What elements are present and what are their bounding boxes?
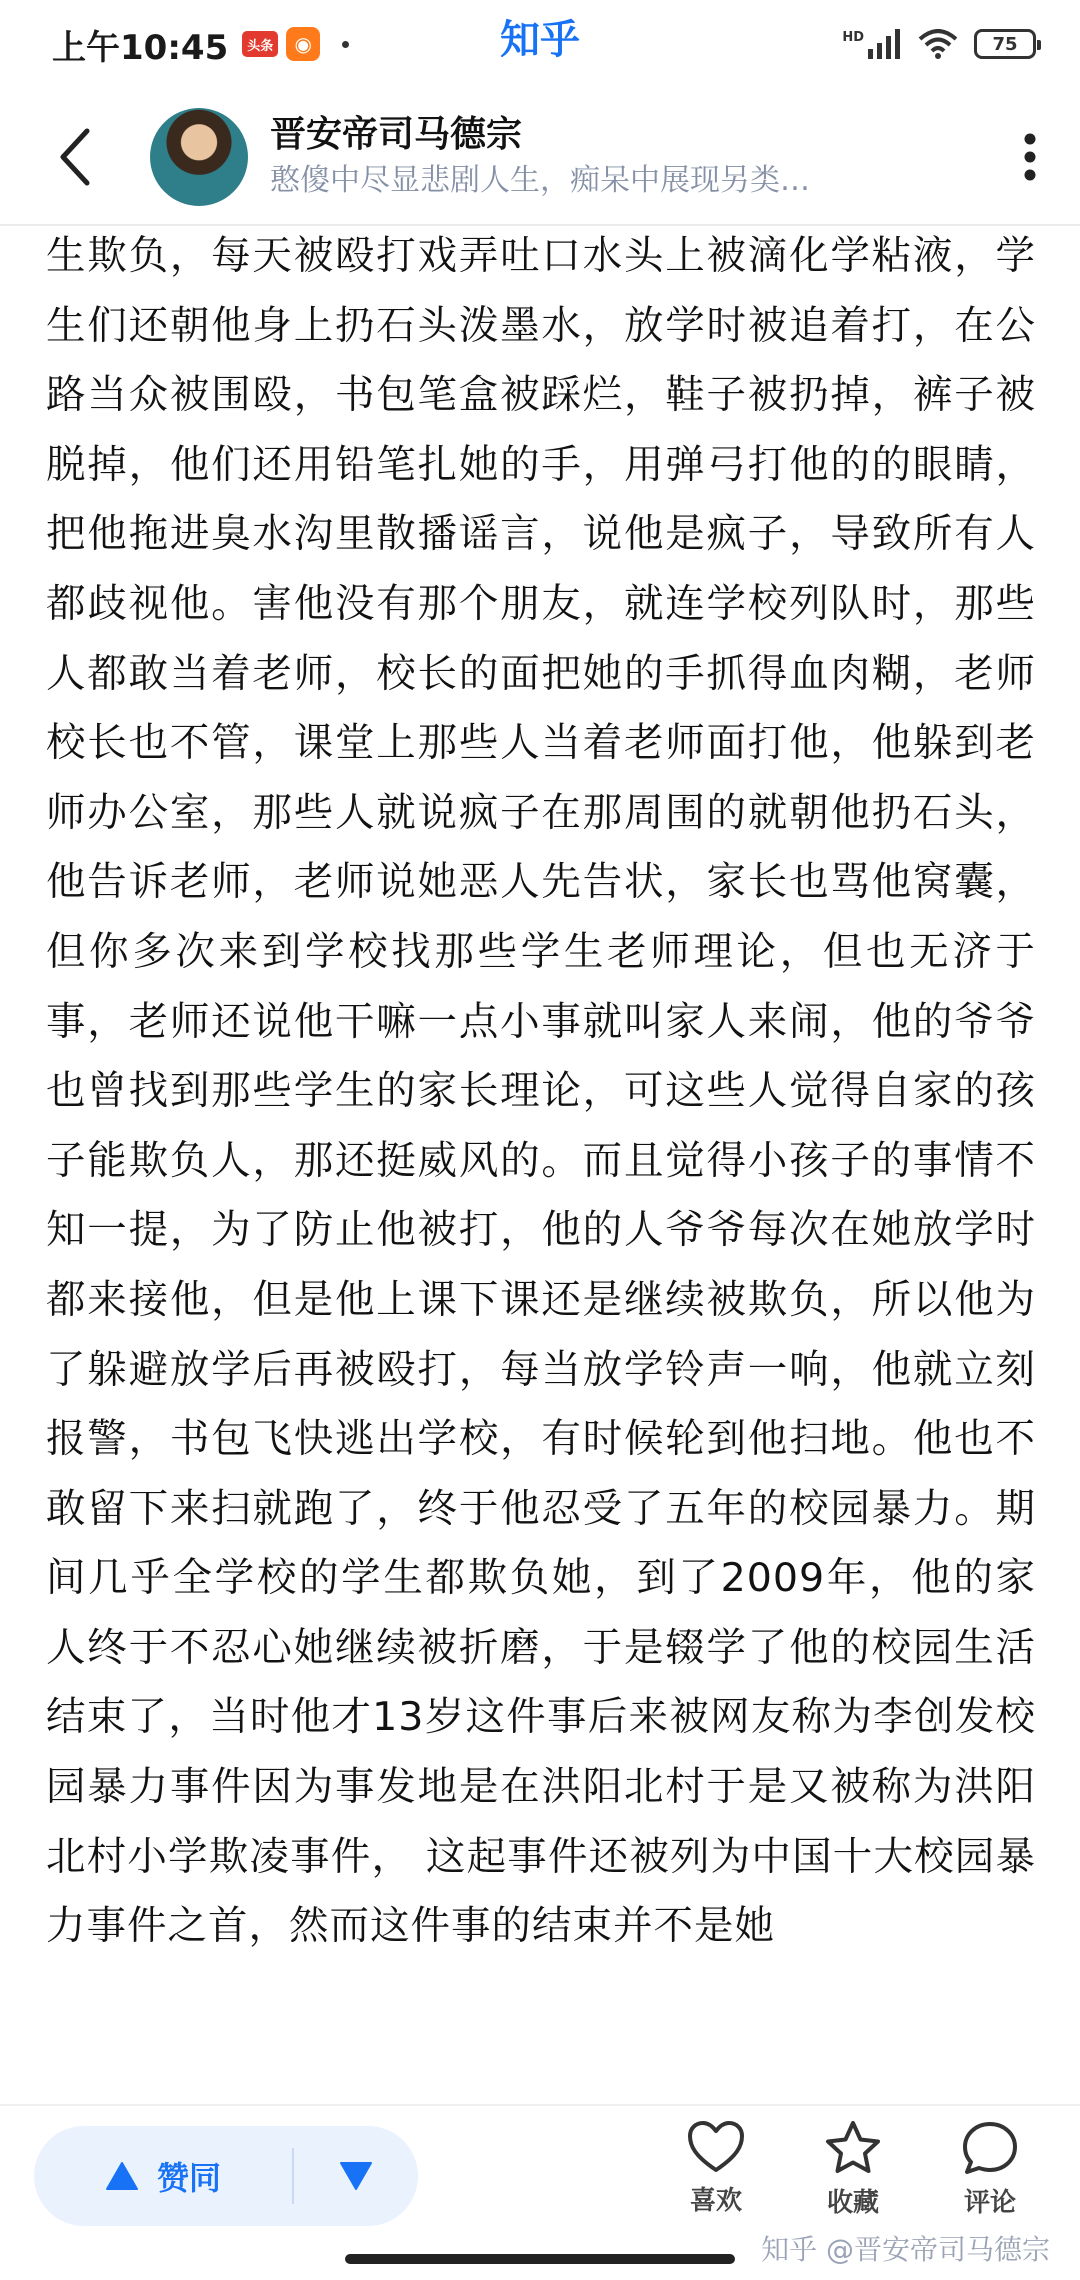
comment-label: 评论 — [963, 2188, 1016, 2218]
author-bio: 憨傻中尽显悲剧人生，痴呆中展现另类… — [270, 163, 810, 198]
author-info[interactable] — [270, 111, 970, 203]
chevron-left-icon — [55, 127, 95, 187]
comment-bubble-icon — [961, 2120, 1019, 2176]
notification-dot-icon — [342, 41, 349, 48]
star-icon — [824, 2120, 882, 2176]
signal-icon — [868, 29, 902, 59]
battery-icon: 75 — [974, 29, 1036, 59]
favorite-button[interactable] — [798, 2120, 908, 2219]
triangle-down-icon — [339, 2161, 373, 2191]
notification-app-icon: ◉ — [286, 27, 320, 61]
like-button[interactable] — [661, 2120, 771, 2217]
more-options-button[interactable] — [990, 89, 1070, 225]
comment-button[interactable] — [935, 2120, 1045, 2219]
status-indicators — [842, 29, 1036, 59]
avatar[interactable] — [150, 108, 248, 206]
zhihu-brand-logo: 知乎 — [500, 17, 580, 63]
toutiao-app-icon: 头条 — [242, 31, 278, 57]
watermark: 知乎 @晋安帝司马德宗 — [761, 2233, 1050, 2266]
wifi-icon — [918, 29, 958, 59]
home-indicator[interactable] — [345, 2254, 735, 2264]
status-bar — [0, 0, 1080, 88]
article-body — [46, 228, 1036, 2098]
hd-label: HD — [842, 29, 864, 45]
triangle-up-icon — [105, 2161, 139, 2191]
vote-group — [34, 2126, 418, 2226]
heart-icon — [687, 2120, 745, 2174]
more-vertical-icon — [1023, 132, 1037, 182]
vote-up-button[interactable] — [34, 2126, 292, 2226]
author-name[interactable]: 晋安帝司马德宗 — [270, 114, 523, 155]
back-button[interactable] — [0, 89, 150, 225]
status-time: 上午10:45 — [52, 27, 229, 68]
like-label: 喜欢 — [689, 2186, 742, 2216]
article-header — [0, 90, 1080, 226]
favorite-label: 收藏 — [826, 2188, 879, 2218]
vote-up-label: 赞同 — [156, 2159, 221, 2197]
article-paragraph: 生欺负，每天被殴打戏弄吐口水头上被滴化学粘液，学生们还朝他身上扔石头泼墨水，放学时被追着打，在公路当众被围殴，书包笔盒被踩烂，鞋子被扔掉，裤子被脱掉，他们还用铅笔扎她的手，用弹弓打他的的眼睛，把他拖进臭水沟里散播谣言，说他是疯子，导致所有人都歧视他。害他没有那个朋友，就连学校列队时，那些人都敢当着老师，校长的面把她的手抓得血肉糊，老师校长也不管，课堂上那些人当着老师面打他，他躲到老师办公室，那些人就说疯子在那周围的就朝他扔石头，他告诉老师，老师说她恶人先告状，家长也骂他窝囊，但你多次来到学校找那些学生老师理论，但也无济于事，老师还说他干嘛一点小事就叫家人来闹，他的爷爷也曾找到那些学生的家长理论，可这些人觉得自家的孩子能欺负人，那还挺威风的。而且觉得小孩子的事情不知一提，为了防止他被打，他的人爷爷每次在她放学时都来接他，但是他上课下课还是继续被欺负，所以他为了躲避放学后再被殴打，每当放学铃声一响，他就立刻报警，书包飞快逃出学校，有时候轮到他扫地。他也不敢留下来扫就跑了，终于他忍受了五年的校园暴力。期间几乎全学校的学生都欺负她，到了2009年，他的家人终于不忍心她继续被折磨，于是辍学了他的校园生活结束了，当时他才13岁这件事后来被网友称为李创发校园暴力事件因为事发地是在洪阳北村于是又被称为洪阳北村小学欺凌事件， 这起事件还被列为中国十大校园暴力事件之首，然而这件事的结束并不是她 — [46, 233, 1036, 1950]
vote-down-button[interactable] — [294, 2126, 418, 2226]
